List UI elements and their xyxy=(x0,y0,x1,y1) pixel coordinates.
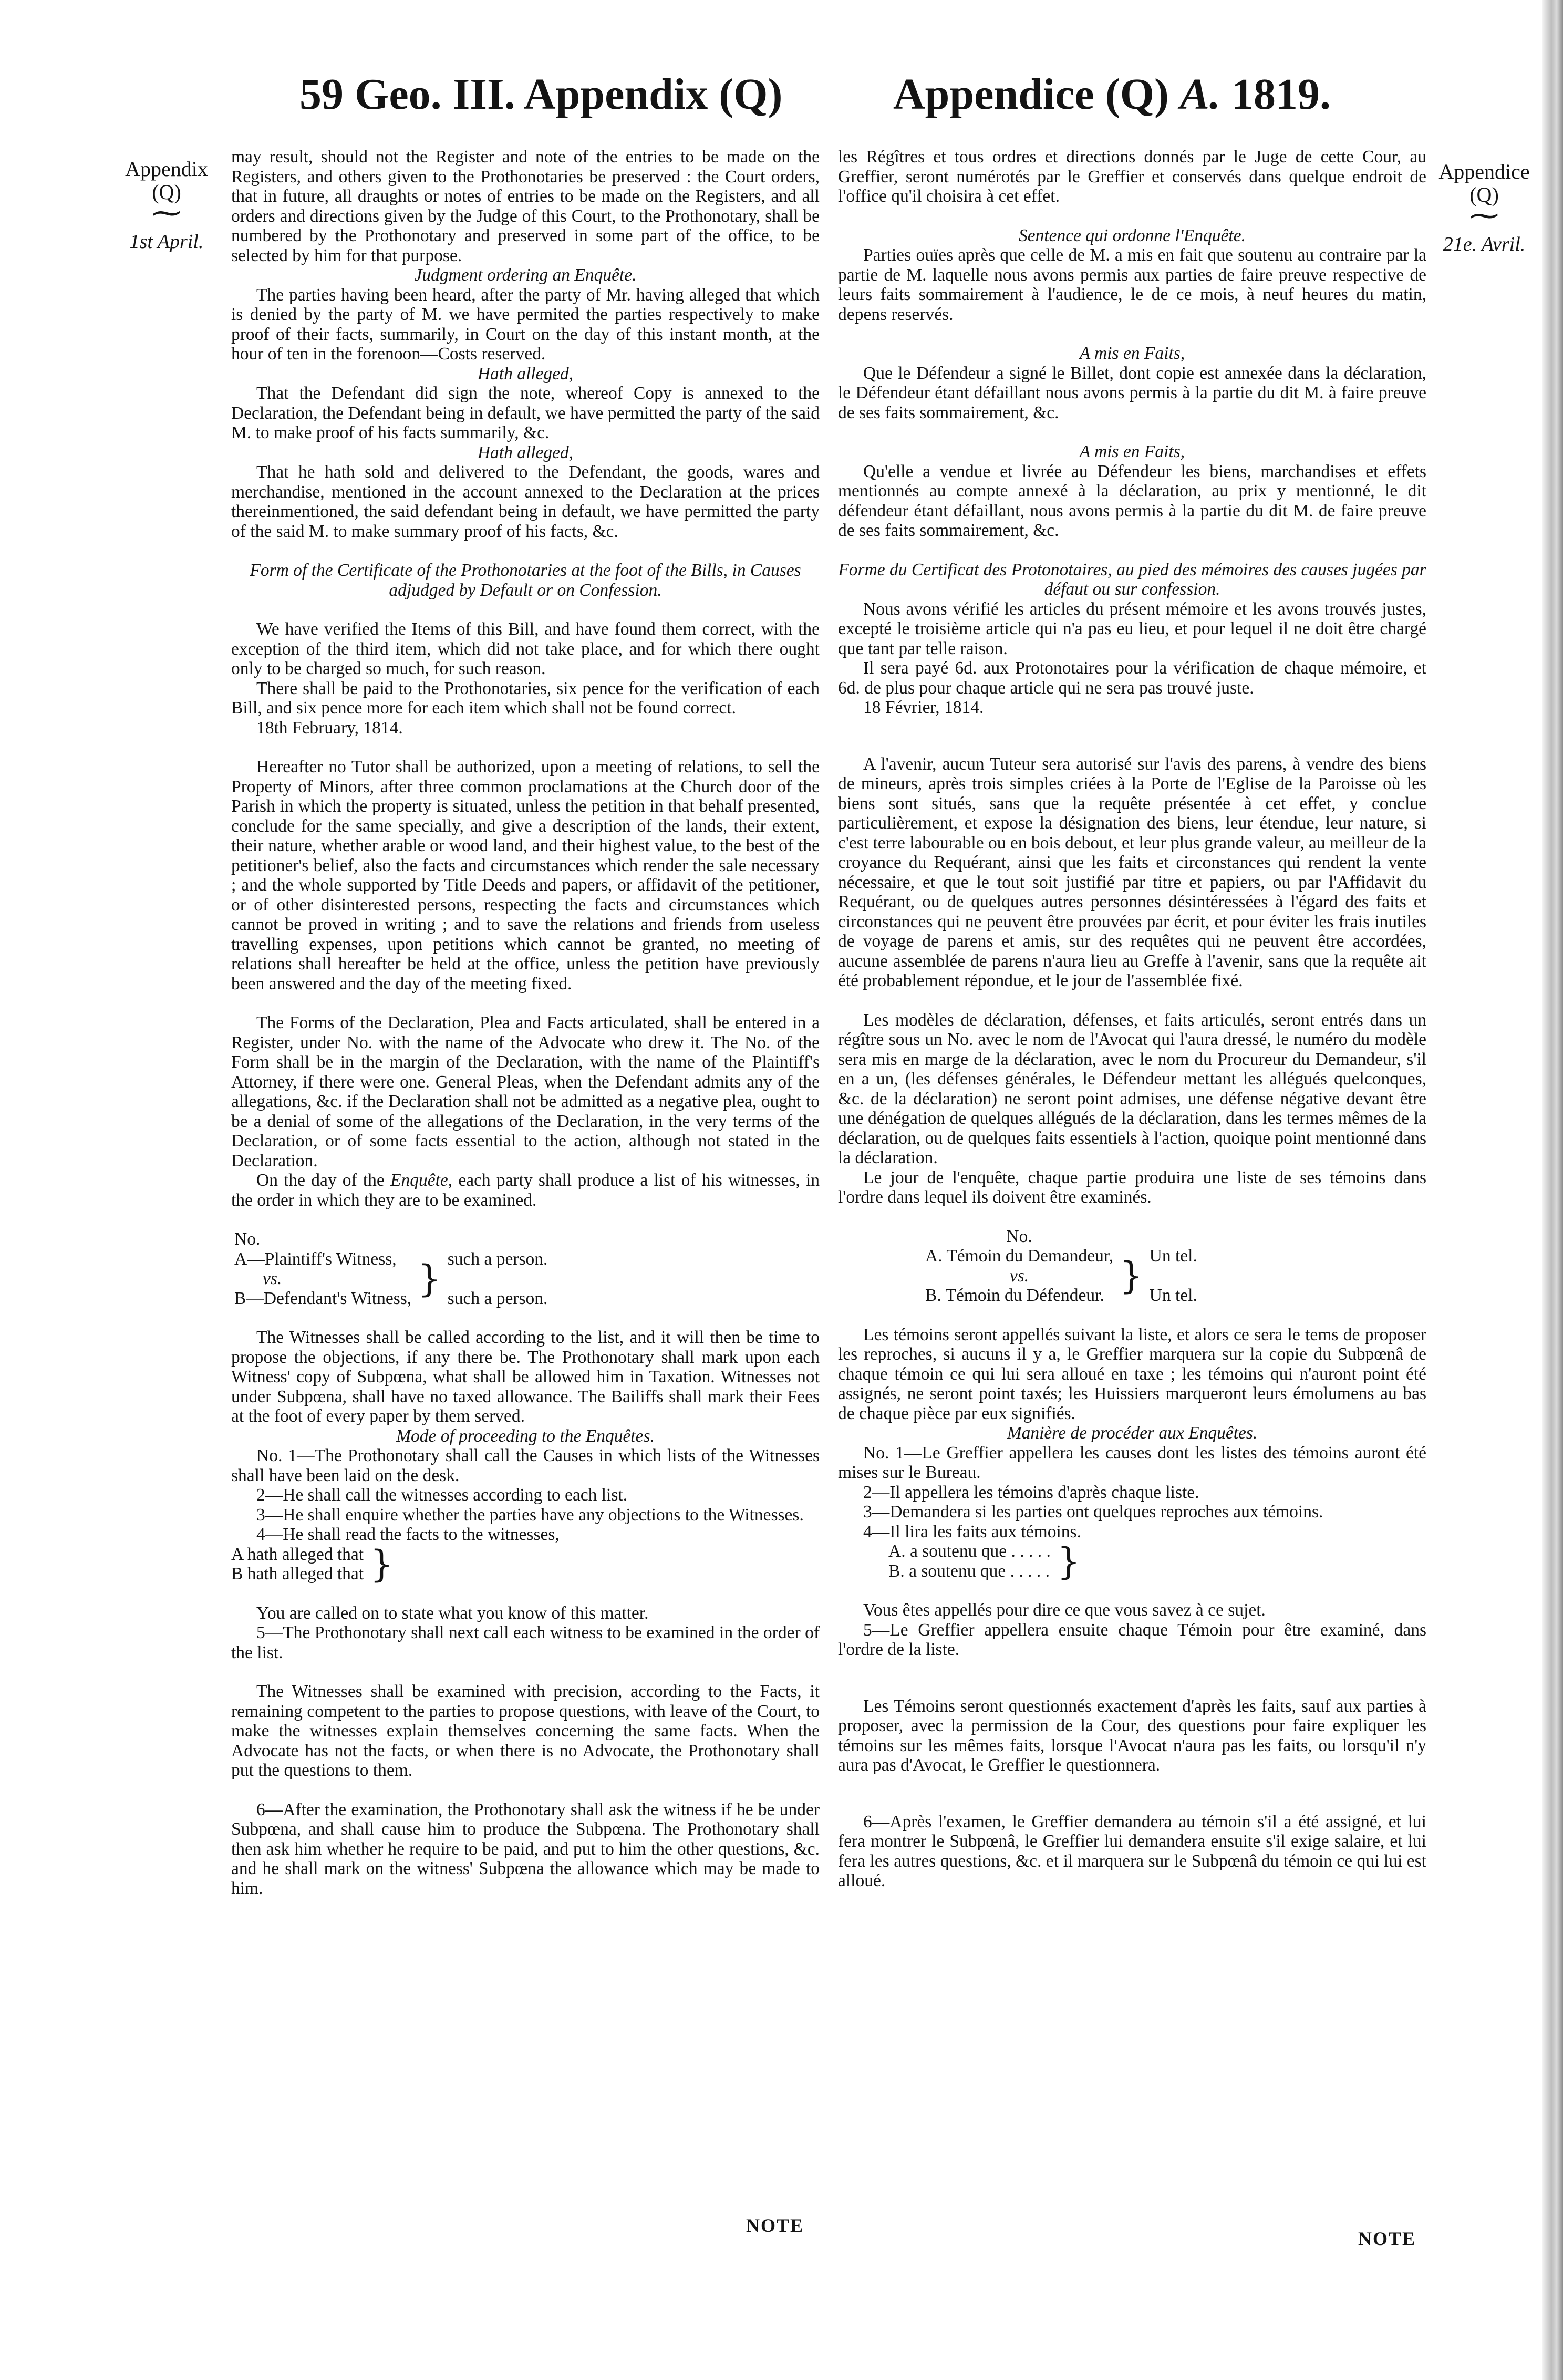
temoin-vs: vs. xyxy=(1009,1266,1029,1286)
witness-a-person: such a person. xyxy=(447,1249,548,1269)
margin-note-left xyxy=(117,158,216,253)
certificate-date: 18th February, 1814. xyxy=(256,718,403,738)
ornament-icon: ⁓ xyxy=(152,197,181,230)
paragraph-enquete-day: On the day of the Enquête, each party shall produce a list of his witnesses, in the order in which they are to be examined. xyxy=(231,1171,820,1210)
paragraph-jour-enquete: Le jour de l'enquête, chaque partie produira une liste de ses témoins dans l'ordre dans lequel ils doivent être examinés. xyxy=(838,1167,1426,1207)
margin-right-q: (Q) xyxy=(1469,183,1499,206)
temoin-no: No. xyxy=(1006,1226,1032,1246)
margin-right-date: 21e. Avril. xyxy=(1443,233,1526,255)
paragraph-modeles: Les modèles de déclaration, défenses, et faits articulés, seront entrés dans un régître sous un No. avec le nom de l'Avocat qui l'aura dressé, le numéro du modèle sera mis en marge de la déclaration, avec le nom du Procureur du Demandeur, s'il en a un, (les défenses générales, le Défendeur mettant les allégués quelconques, &c. de la déclaration) ne seront point admises, une défense négative devant être une dénégation de quelques allégués de la déclaration, dans les termes mêmes de la déclaration, ou de quelques faits essentiels à l'action, quoique point mentionné dans la déclaration. xyxy=(838,1010,1426,1167)
page-edge-shadow xyxy=(1542,0,1563,2380)
heading-a-mis-en-faits-1: A mis en Faits, xyxy=(1079,344,1185,363)
heading-mode: Mode of proceeding to the Enquêtes. xyxy=(396,1426,655,1446)
header-left: 59 Geo. III. Appendix (Q) xyxy=(299,70,783,119)
header-right: Appendice (Q) A. 1819. xyxy=(893,70,1331,119)
witness-b: B—Defendant's Witness, xyxy=(234,1288,412,1308)
alleged-b: B hath alleged that xyxy=(231,1564,364,1584)
paragraph-sentence: Parties ouïes après que celle de M. a mis en fait que soutenu au contraire par la partie de M. laquelle nous avons permis aux parties de faire preuve respective de leurs faits sommairement à l'audience, le de ce mois, à neuf heures du matin, depens reservés. xyxy=(838,245,1426,324)
paragraph-a-mis-en-faits-1: Que le Défendeur a signé le Billet, dont copie est annexée dans la déclaration, le Défendeur étant défaillant nous avons permis à la partie du dit M. à faire preuve de ses faits sommairement, &c. xyxy=(838,363,1426,422)
mode-step-3: 3—He shall enquire whether the parties have any objections to the Witnesses. xyxy=(256,1505,804,1525)
temoin-list-table xyxy=(922,1227,1200,1306)
french-column xyxy=(838,147,1426,1891)
temoin-a: A. Témoin du Demandeur, xyxy=(925,1246,1114,1266)
paragraph-temoins-appelles: Les témoins seront appellés suivant la liste, et alors ce sera le tems de proposer les reproches, si aucuns il y a, le Greffier marquera sur la copie du Subpœnâ de chaque témoin ce qui lui sera alloué en taxe ; les témoins qui n'auront point été assignés, ne seront point taxés; les Huissiers marqueront leurs émolumens au bas de chaque pièce par eux signifiés. xyxy=(838,1324,1426,1423)
paragraph-certificate-2: There shall be paid to the Prothonotaries, six pence for the verification of each Bill, and six pence more for each item which shall not be found correct. xyxy=(231,678,820,718)
brace-icon: } xyxy=(1057,1539,1081,1583)
margin-right-appendice: Appendice xyxy=(1438,160,1530,183)
heading-sentence: Sentence qui ordonne l'Enquête. xyxy=(1019,225,1246,245)
temoin-a-untel: Un tel. xyxy=(1149,1246,1197,1266)
maniere-step-3: 3—Demandera si les parties ont quelques reproches aux témoins. xyxy=(863,1502,1323,1522)
mode-step-6: 6—After the examination, the Prothonotary shall ask the witness if he be under Subpœna, and shall cause him to produce the Subpœna. The Prothonotary shall then ask him whether he require to be paid, and put to him the other questions, &c. and he shall mark on the witness' Subpœna the allowance which may be made to him. xyxy=(231,1799,820,1898)
soutenu-b: B. a soutenu que . . . . . xyxy=(888,1561,1050,1581)
forme-date: 18 Février, 1814. xyxy=(863,698,984,717)
mode-step-4: 4—He shall read the facts to the witnesses, xyxy=(256,1525,560,1544)
soutenu-table xyxy=(885,1541,1083,1581)
paragraph-forme-1: Nous avons vérifié les articles du présent mémoire et les avons trouvés justes, excepté le troisième article qui n'a pas eu lieu, et pour lequel il ne doit être chargé que tant par telle raison. xyxy=(838,599,1426,658)
soutenu-a: A. a soutenu que . . . . . xyxy=(888,1541,1051,1561)
heading-a-mis-en-faits-2: A mis en Faits, xyxy=(1079,442,1185,461)
temoin-b: B. Témoin du Défendeur. xyxy=(925,1286,1104,1305)
heading-maniere: Manière de procéder aux Enquêtes. xyxy=(1007,1423,1258,1443)
maniere-step-4: 4—Il lira les faits aux témoins. xyxy=(863,1522,1081,1541)
paragraph-a-mis-en-faits-2: Qu'elle a vendue et livrée au Défendeur les biens, marchandises et effets mentionnés au compte annexé à la déclaration, au prix y mentionné, le dit défendeur étant défaillant, nous avons permis à la partie du dit M. de faire preuve de ses faits sommairement, &c. xyxy=(838,461,1426,540)
brace-icon: } xyxy=(418,1257,441,1300)
witness-list-table xyxy=(231,1229,551,1308)
heading-judgment: Judgment ordering an Enquête. xyxy=(414,265,637,285)
paragraph-questionnes: Les Témoins seront questionnés exactement d'après les faits, sauf aux parties à proposer, avec la permission de la Cour, des questions pour faire expliquer les témoins sur les mêmes faits, lorsque l'Avocat n'aura pas les faits, ou lorsqu'il n'y aura pas d'Avocat, le Greffier le questionnera. xyxy=(838,1696,1426,1775)
mode-step-2: 2—He shall call the witnesses according to each list. xyxy=(256,1485,628,1505)
heading-forme-certificat: Forme du Certificat des Protonotaires, au pied des mémoires des causes jugées par défaut ou sur confession. xyxy=(838,560,1426,599)
paragraph-registres: les Régîtres et tous ordres et directions donnés par le Juge de cette Cour, au Greffier, seront numérotés par le Greffier et conservés dans quelque endroit de l'office qu'il choisira à cet effet. xyxy=(838,147,1426,206)
maniere-step-5: 5—Le Greffier appellera ensuite chaque Témoin pour être examiné, dans l'ordre de la liste. xyxy=(838,1620,1426,1659)
mode-step-1: No. 1—The Prothonotary shall call the Causes in which lists of the Witnesses shall have been laid on the desk. xyxy=(231,1446,820,1485)
witness-vs: vs. xyxy=(263,1269,282,1288)
alleged-a: A hath alleged that xyxy=(231,1544,364,1564)
brace-icon: } xyxy=(1120,1254,1143,1298)
paragraph-judgment: The parties having been heard, after the party of Mr. having alleged that which is denied by the party of M. we have permited the parties respectively to make proof of their facts, summarily, in Court on the day of this instant month, at the hour of ten in the forenoon—Costs reserved. xyxy=(231,285,820,364)
witness-b-person: such a person. xyxy=(447,1288,548,1308)
temoin-b-untel: Un tel. xyxy=(1149,1286,1197,1305)
margin-note-right xyxy=(1432,160,1537,256)
paragraph-register: may result, should not the Register and note of the entries to be made on the Registers, and others given to the Prothonotaries be preserved : the Court orders, that in future, all draughts or notes of entries to be made on the Registers, and all orders and directions given by the Judge of this Court, to the Prothonotary, shall be numbered by the Prothonotary and preserved in some part of the office, to be selected by him for that purpose. xyxy=(231,147,820,265)
margin-left-date: 1st April. xyxy=(129,231,204,253)
paragraph-vous-etes: Vous êtes appellés pour dire ce que vous savez à ce sujet. xyxy=(863,1600,1266,1620)
paragraph-tuteur: A l'avenir, aucun Tuteur sera autorisé sur l'avis des parens, à vendre des biens de mineurs, après trois simples criées à la Porte de l'Eglise de la Paroisse où les biens sont situés, sans que la requête présentée à cet effet, y conclue particulièrement, et expose la désignation des biens, leur étendue, leur nature, si c'est terre labourable ou en bois debout, et leur plus grande valeur, au meilleur de la croyance du Requérant, ainsi que les faits et circonstances qui rendent la vente nécessaire, et que le tout soit justifié par titre et papiers, ou par l'Affidavit du Requérant, ou de quelques autres personnes désintéressées à l'égard des faits et circonstances qui ne peuvent être prouvées par écrit, et pour éviter les frais inutiles de voyage de parens et amis, sur des requêtes qui ne peuvent être accordées, aucune assemblée de parens n'aura lieu au Greffe à l'avenir, sans que la requête ait été probablement répondue, et le jour de l'assemblée fixé. xyxy=(838,754,1427,990)
paragraph-certificate-1: We have verified the Items of this Bill, and have found them correct, with the exception of the third item, which did not take place, and for which there ought only to be charged so much, for such reason. xyxy=(231,619,820,678)
witness-a: A—Plaintiff's Witness, xyxy=(234,1249,397,1269)
maniere-step-6: 6—Après l'examen, le Greffier demandera au témoin s'il a été assigné, et lui fera montrer le Subpœnâ, le Greffier lui demandera ensuite s'il exige salaire, et lui fera les autres questions, &c. et il marquera sur le Subpœnâ du témoin ce qui lui est alloué. xyxy=(838,1812,1426,1890)
paragraph-witnesses-called: The Witnesses shall be called according to the list, and it will then be time to propose the objections, if any there be. The Prothonotary shall mark upon each Witness' copy of Subpœna, what shall be allowed him in Taxation. Witnesses not under Subpœna, shall have no taxed allowance. The Bailiffs shall mark their Fees at the foot of every paper by them served. xyxy=(231,1328,820,1426)
mode-step-5: 5—The Prothonotary shall next call each witness to be examined in the order of the list. xyxy=(231,1623,820,1662)
paragraph-forms: The Forms of the Declaration, Plea and Facts articulated, shall be entered in a Register, under No. with the name of the Advocate who drew it. The No. of the Form shall be in the margin of the Declaration, with the name of the Plaintiff's Attorney, if there were one. General Pleas, when the Defendant admits any of the allegations, &c. if the Declaration shall not be admitted as a negative plea, ought to be a denial of some of the allegations of the Declaration, in the very terms of the Declaration, or of some facts essential to the action, although not stated in the Declaration. xyxy=(231,1013,820,1171)
catchword-note-left: NOTE xyxy=(746,2215,804,2236)
paragraph-you-are-called: You are called on to state what you know of this matter. xyxy=(256,1603,649,1623)
paragraph-examined: The Witnesses shall be examined with precision, according to the Facts, it remaining competent to the parties to propose questions, with leave of the Court, to make the witnesses explain themselves concerning the same facts. When the Advocate has not the facts, or when there is no Advocate, the Prothonotary shall put the questions to them. xyxy=(231,1682,820,1780)
catchword-note-right: NOTE xyxy=(1358,2228,1416,2249)
ornament-icon: ⁓ xyxy=(1469,200,1499,232)
heading-hath-alleged-2: Hath alleged, xyxy=(477,442,574,462)
witness-no: No. xyxy=(234,1229,261,1249)
alleged-table xyxy=(231,1545,397,1584)
margin-left-appendix: Appendix xyxy=(125,157,208,181)
paragraph-tutor: Hereafter no Tutor shall be authorized, upon a meeting of relations, to sell the Property of Minors, after three common proclamations at the Church door of the Parish in which the property is situated, unless the petition in that behalf presented, conclude for the same specially, and give a description of the lands, their extent, their nature, whether arable or wood land, and their highest value, to the best of the petitioner's belief, also the facts and circumstances which render the sale necessary ; and the whole supported by Title Deeds and papers, or affidavit of the petitioner, or of other disinterested persons, respecting the facts and circumstances which cannot be proved in writing ; and to save the relations and friends from useless travelling expenses, upon petitions which cannot be granted, no meeting of relations shall hereafter be held at the office, unless the petition have previously been answered and the day of the meeting fixed. xyxy=(231,757,820,994)
maniere-step-1: No. 1—Le Greffier appellera les causes dont les listes des témoins auront été mises sur le Bureau. xyxy=(838,1443,1426,1482)
brace-icon: } xyxy=(370,1543,394,1586)
margin-left-q: (Q) xyxy=(152,180,181,204)
english-column xyxy=(231,147,820,1898)
paragraph-forme-2: Il sera payé 6d. aux Protonotaires pour la vérification de chaque mémoire, et 6d. de plus pour chaque article qui ne sera pas trouvé juste. xyxy=(838,658,1426,698)
heading-hath-alleged-1: Hath alleged, xyxy=(477,364,574,384)
paragraph-hath-alleged-1: That the Defendant did sign the note, whereof Copy is annexed to the Declaration, the Defendant being in default, we have permitted the party of the said M. to make proof of his facts summarily, &c. xyxy=(231,384,820,442)
maniere-step-2: 2—Il appellera les témoins d'après chaque liste. xyxy=(863,1482,1199,1502)
heading-certificate-form: Form of the Certificate of the Prothonotaries at the foot of the Bills, in Causes adjudged by Default or on Confession. xyxy=(250,561,801,600)
paragraph-hath-alleged-2: That he hath sold and delivered to the Defendant, the goods, wares and merchandise, mentioned in the account annexed to the Declaration at the prices thereinmentioned, the said defendant being in default, we have permitted the party of the said M. to make summary proof of his facts, &c. xyxy=(231,462,820,541)
